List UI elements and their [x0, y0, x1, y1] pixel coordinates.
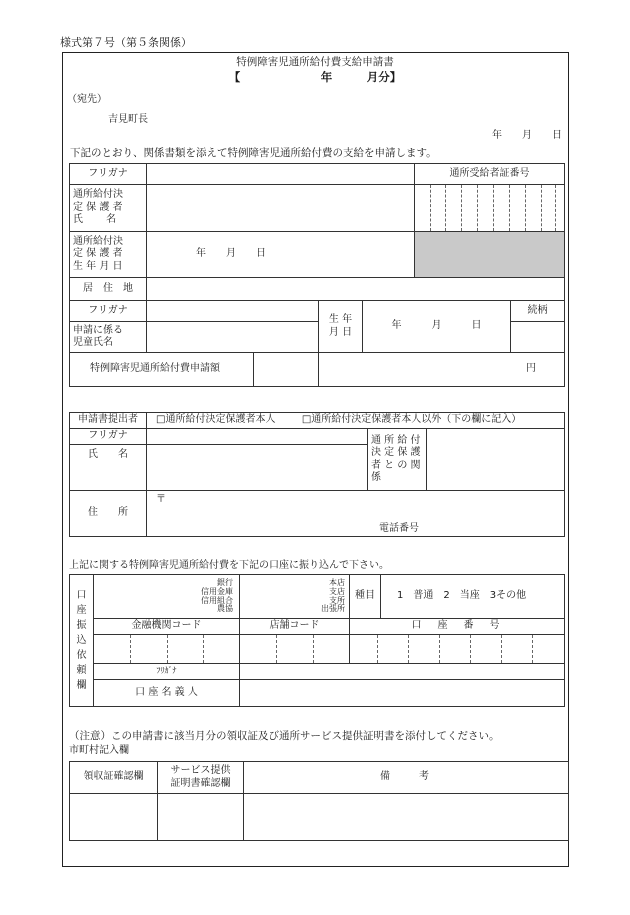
cert-number-label: 通所受給者証番号: [415, 164, 565, 185]
submitter-name-label: 氏 名: [70, 445, 147, 491]
receipt-check-field[interactable]: [70, 794, 158, 841]
child-birth-label: 生 年 月 日: [319, 301, 363, 353]
furigana-label: フリガナ: [70, 164, 147, 185]
submitter-self-checkbox[interactable]: □通所給付決定保護者本人: [156, 414, 276, 426]
cert-number-boxes[interactable]: [415, 185, 565, 232]
guardian-furigana-field[interactable]: [147, 164, 415, 185]
phone-label: 電話番号: [379, 523, 419, 534]
municipal-heading: 市町村記入欄: [69, 745, 129, 756]
submitter-address-field[interactable]: [147, 491, 565, 537]
submitter-relation-label: 通 所 給 付 決 定 保 護 者 と の 関 係: [368, 429, 427, 491]
municipal-table: [69, 761, 569, 841]
child-name-field[interactable]: [147, 322, 319, 353]
guardian-birth-label: 通所給付決 定 保 護 者 生 年 月 日: [70, 232, 147, 278]
remarks-field[interactable]: [244, 794, 569, 841]
receipt-check-label: 領収証確認欄: [70, 762, 158, 794]
holder-furigana-label: ﾌﾘｶﾞﾅ: [94, 664, 240, 680]
residence-label: 居 住 地: [70, 278, 147, 301]
submitter-furigana-field[interactable]: [147, 429, 368, 445]
branch-code-label: 店舗コード: [240, 619, 350, 635]
account-type-options[interactable]: 1 普通 2 当座 3その他: [381, 575, 565, 619]
relation-label: 続柄: [511, 301, 565, 322]
institution-code-label: 金融機関コード: [94, 619, 240, 635]
account-number-boxes[interactable]: [350, 635, 565, 664]
child-name-label: 申請に係る 児童氏名: [70, 322, 147, 353]
institution-code-boxes[interactable]: [94, 635, 240, 664]
guardian-name-label: 通所給付決 定 保 護 者 氏 名: [70, 185, 147, 232]
date-line: 年 月 日: [492, 130, 562, 141]
remarks-label: 備 考: [244, 762, 569, 794]
form-subtitle: 【 年 月分】: [228, 70, 402, 84]
addressee-label: （宛先）: [67, 94, 107, 105]
child-furigana-label: フリガナ: [70, 301, 147, 322]
service-check-label: サービス提供 証明書確認欄: [158, 762, 244, 794]
holder-label: 口 座 名 義 人: [94, 680, 240, 707]
bank-instruction: 上記に関する特例障害児通所給付費を下記の口座に振り込んで下さい。: [69, 560, 389, 571]
bank-table: [69, 574, 565, 707]
form-title: 特例障害児通所給付費支給申請書: [236, 56, 394, 68]
submitter-label: 申請書提出者: [70, 413, 147, 429]
form-number: 様式第７号（第５条関係）: [60, 36, 192, 49]
relation-field[interactable]: [511, 322, 565, 353]
branch-code-boxes[interactable]: [240, 635, 350, 664]
submitter-relation-field[interactable]: [427, 429, 565, 491]
guardian-name-field[interactable]: [147, 185, 415, 232]
service-check-field[interactable]: [158, 794, 244, 841]
addressee: 吉見町長: [108, 114, 148, 125]
applicant-table: [69, 163, 565, 387]
branch-name-field[interactable]: 本店 支店 支所 出張所: [240, 575, 350, 619]
shaded-cell: [415, 232, 565, 278]
submitter-address-label: 住 所: [70, 491, 147, 537]
amount-label: 特例障害児通所給付費申請額: [70, 353, 319, 387]
holder-field[interactable]: [240, 680, 565, 707]
intro-text: 下記のとおり、関係書類を添えて特例障害児通所給付費の支給を申請します。: [70, 147, 437, 159]
child-furigana-field[interactable]: [147, 301, 319, 322]
submitter-furigana-label: フリガナ: [70, 429, 147, 445]
bank-side-label: 口 座 振 込 依 頼 欄: [70, 575, 94, 707]
submitter-options[interactable]: [147, 413, 565, 429]
amount-field[interactable]: 円: [319, 353, 565, 387]
postal-mark: 〒: [156, 494, 166, 505]
submitter-other-checkbox[interactable]: □通所給付決定保護者本人以外（下の欄に記入）: [301, 414, 522, 426]
submitter-table: [69, 412, 565, 537]
note-text: （注意）この申請書に該当月分の領収証及び通所サービス提供証明書を添付してください。: [69, 730, 500, 742]
submitter-name-field[interactable]: [147, 445, 368, 491]
guardian-birth-date[interactable]: 年 月 日: [147, 232, 415, 278]
account-number-label: 口 座 番 号: [350, 619, 565, 635]
child-birth-date[interactable]: 年 月 日: [363, 301, 511, 353]
residence-field[interactable]: [147, 278, 565, 301]
account-type-label: 種目: [350, 575, 381, 619]
holder-furigana-field[interactable]: [240, 664, 565, 680]
institution-name-field[interactable]: 銀行 信用金庫 信用組合 農協: [94, 575, 240, 619]
